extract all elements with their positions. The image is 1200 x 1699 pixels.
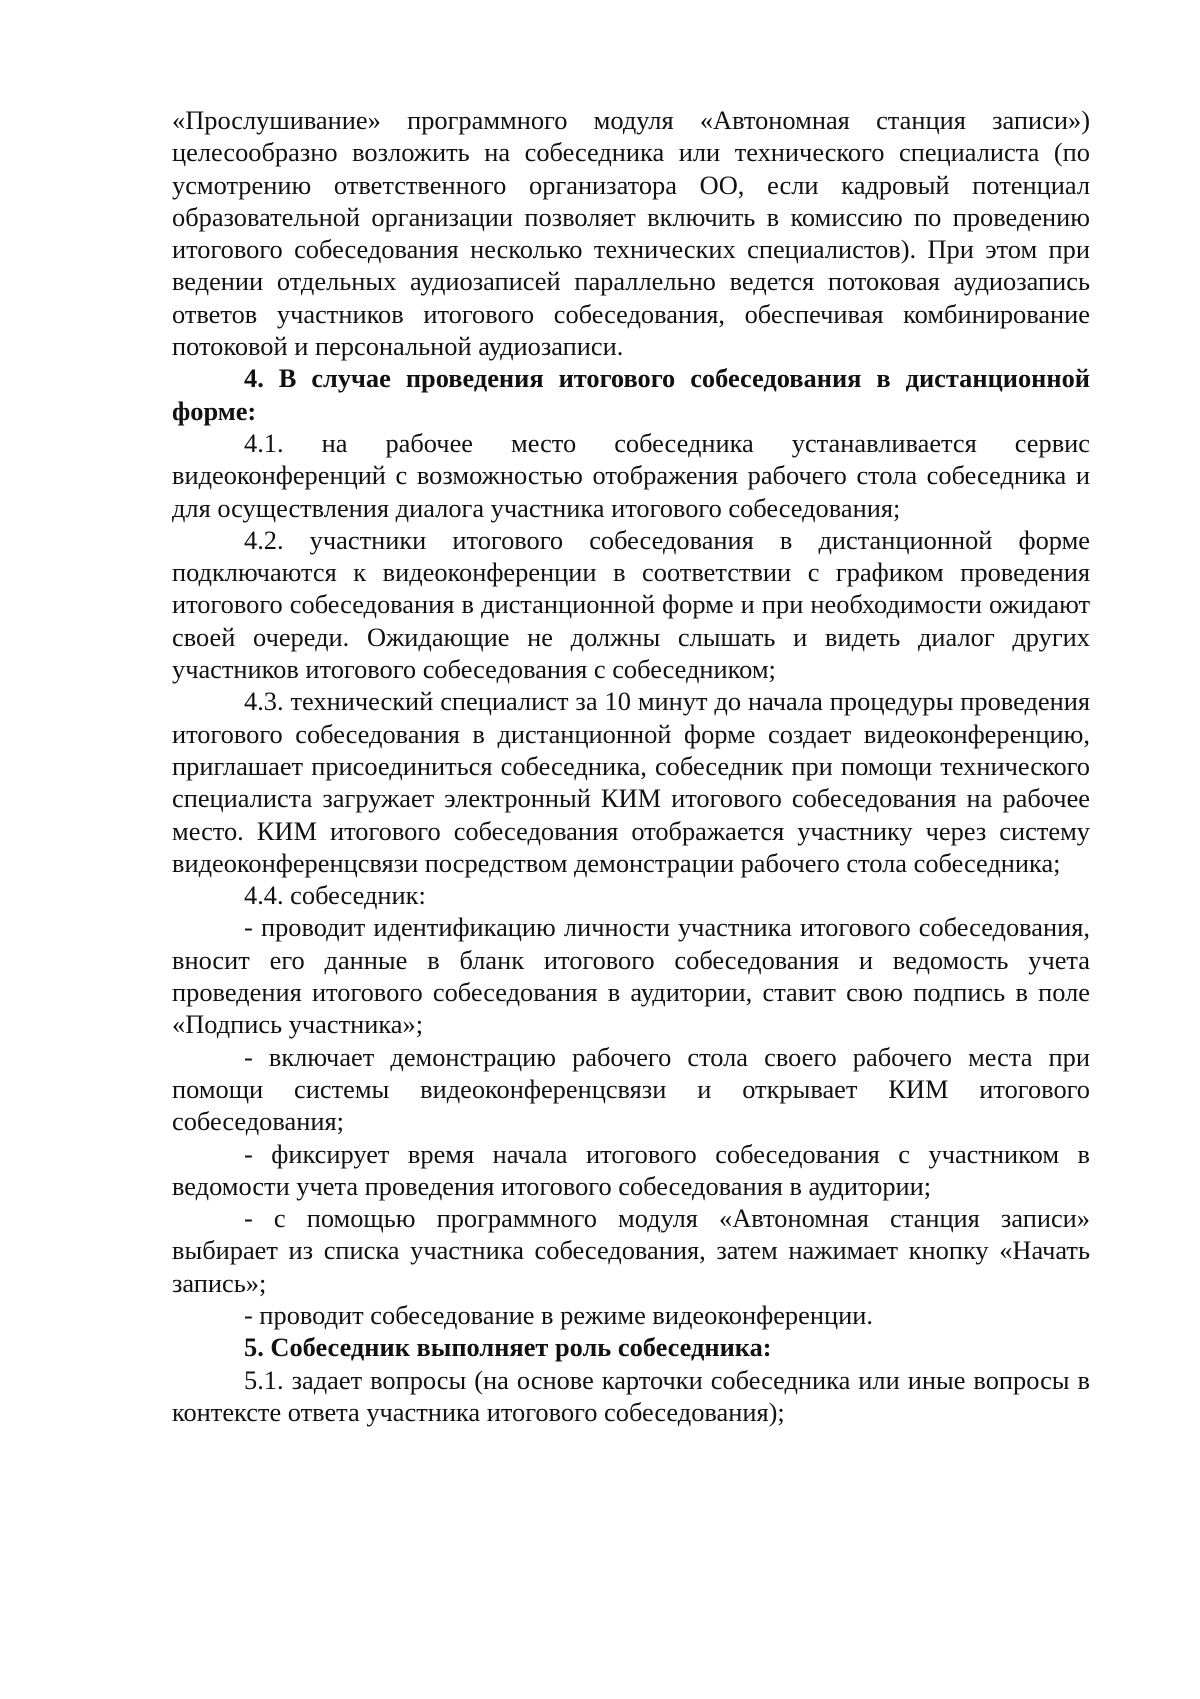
paragraph-5-1: 5.1. задает вопросы (на основе карточки собеседника или иные вопросы в контексте ответа участника итогового собеседования); (172, 1364, 1090, 1427)
list-item-identification: - проводит идентификацию личности участника итогового собеседования, вносит его данные в бланк итогового собеседования и ведомость учета проведения итогового собеседования в аудитории, ставит свою подпись в поле «Подпись участника»; (172, 912, 1090, 1040)
list-item-start-recording: - с помощью программного модуля «Автономная станция записи» выбирает из списка участника собеседования, затем нажимает кнопку «Начать запись»; (172, 1203, 1090, 1298)
paragraph-4-4: 4.4. собеседник: (244, 880, 426, 911)
heading-section-4: 4. В случае проведения итогового собеседования в дистанционной форме: (172, 363, 1090, 426)
paragraph-4-2: 4.2. участники итогового собеседования в дистанционной форме подключаются к видеоконференции в соответствии с графиком проведения итогового собеседования в дистанционной форме и при необходимости ожидают своей очереди. Ожидающие не должны слышать и видеть диалог других участников итогового собеседования с собеседником; (172, 524, 1090, 685)
list-item-screen-share: - включает демонстрацию рабочего стола своего рабочего места при помощи системы видеоконференцсвязи и открывает КИМ итогового собеседования; (172, 1041, 1090, 1137)
paragraph-listening-module: «Прослушивание» программного модуля «Автономная станция записи») целесообразно возложить на собеседника или технического специалиста (по усмотрению ответственного организатора ОО, если кадровый потенциал образовательной организации позволяет включить в комиссию по проведению итогового собеседования несколько технических специалистов). При этом при ведении отдельных аудиозаписей параллельно ведется потоковая аудиозапись ответов участников итогового собеседования, обеспечивая комбинирование потоковой и персональной аудиозаписи. (172, 105, 1090, 362)
heading-section-5: 5. Собеседник выполняет роль собеседника: (244, 1332, 772, 1363)
document-page (172, 104, 1090, 1428)
list-item-start-time: - фиксирует время начала итогового собеседования с участником в ведомости учета проведения итогового собеседования в аудитории; (172, 1138, 1090, 1201)
paragraph-4-3: 4.3. технический специалист за 10 минут до начала процедуры проведения итогового собеседования в дистанционной форме создает видеоконференцию, приглашает присоединиться собеседника, собеседник при помощи технического специалиста загружает электронный КИМ итогового собеседования на рабочее место. КИМ итогового собеседования отображается участнику через систему видеоконференцсвязи посредством демонстрации рабочего стола собеседника; (172, 686, 1090, 878)
list-item-conduct-interview: - проводит собеседование в режиме видеоконференции. (244, 1299, 873, 1330)
paragraph-4-1: 4.1. на рабочее место собеседника устанавливается сервис видеоконференций с возможностью отображения рабочего стола собеседника и для осуществления диалога участника итогового собеседования; (172, 427, 1090, 523)
